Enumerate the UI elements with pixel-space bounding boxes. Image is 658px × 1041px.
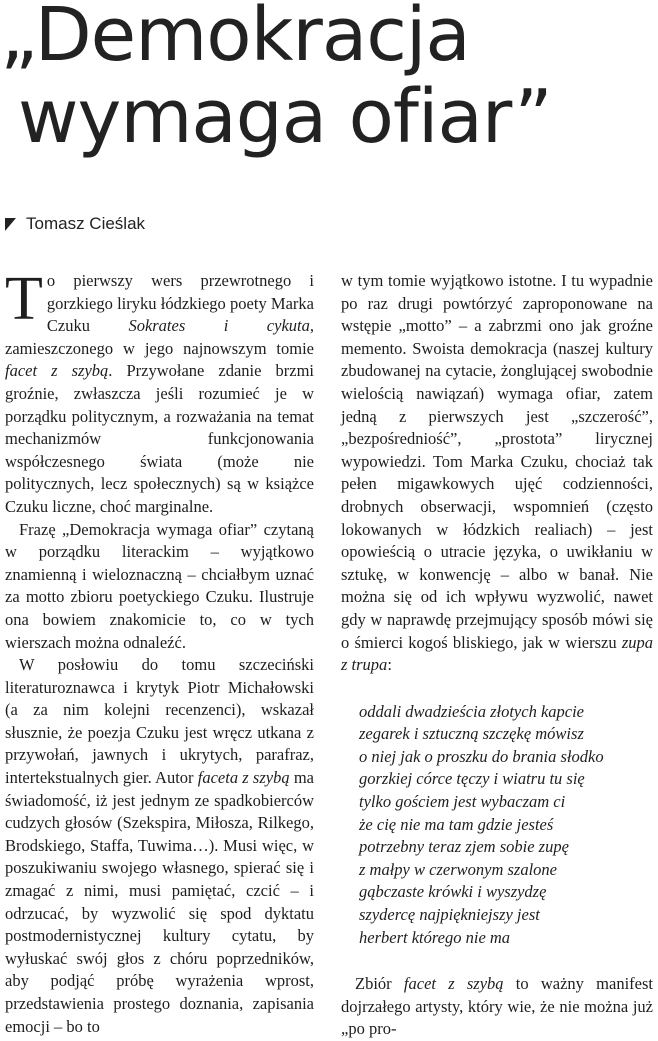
poem-line: o niej jak o proszku do brania słodko bbox=[359, 746, 604, 766]
text-run: to ważny manifest dojrzałego artysty, który wie, że nie można już „po pro- bbox=[341, 974, 653, 1039]
poem-quote bbox=[359, 701, 653, 950]
text-run: : bbox=[387, 655, 392, 675]
triangle-marker-icon bbox=[5, 218, 16, 231]
author-name: Tomasz Cieślak bbox=[26, 214, 146, 233]
paragraph-4 bbox=[341, 270, 653, 677]
article-title bbox=[0, 0, 650, 158]
text-run: . Przywołane zdanie brzmi groźnie, zwłaszcza jeśli rozumieć je w porządku politycznym, a rozważania na temat mechanizmów funkcjonowania współczesnego świata (może nie politycznych, lecz społecznych) są w książce Czuku liczne, choć marginalne. bbox=[5, 361, 314, 516]
book-title: facet z szybą bbox=[5, 361, 109, 381]
book-title: faceta z szybą bbox=[197, 768, 290, 788]
column-left bbox=[5, 265, 314, 1038]
drop-cap: T bbox=[5, 265, 43, 333]
poem-line: z małpy w czerwonym szalone bbox=[359, 859, 557, 879]
poem-line: tylko gościem jest wybaczam ci bbox=[359, 792, 566, 812]
byline bbox=[5, 214, 145, 234]
column-right bbox=[341, 270, 653, 1041]
text-run: w tym tomie wyjątkowo istotne. I tu wypadnie po raz drugi powtórzyć zaproponowane na wstępie „motto” – a zabrzmi ono jak groźne memento. Swoista demokracja (naszej kultury zbudowanej na cytacie, żonglującej swobodnie wielością nawiązań) wymaga ofiar, zatem jedną z pierwszych jest „szczerość”, „bezpośredniość”, „prostota” lirycznej wypowiedzi. Tom Marka Czuku, chociaż tak pełen migawkowych ujęć codzienności, drobnych obserwacji, wspomnień (często lokowanych w łódzkich realiach) – jest opowieścią o utracie języka, o uwikłaniu w sztukę, w konwencję – albo w banał. Nie można się od ich wpływu wyzwolić, nawet gdy w naprawdę przejmujący sposób mówi się o śmierci kogoś bliskiego, jak w wierszu bbox=[341, 271, 653, 652]
poem-line: szydercę najpiękniejszy jest bbox=[359, 905, 540, 925]
book-title: facet z szybą bbox=[403, 974, 504, 994]
title-line-2: wymaga ofiar” bbox=[18, 74, 552, 160]
paragraph-1 bbox=[5, 265, 314, 519]
paragraph-3 bbox=[5, 654, 314, 1038]
poem-title: zupa z trupa bbox=[341, 632, 653, 675]
text-run: W posłowiu do tomu szczeciński literaturoznawca i krytyk Piotr Michałowski (a za nim kolejni recenzenci), wskazał słusznie, że poezja Czuku jest wręcz utkana z przywołań, jawnych i ukrytych, parafraz, intertekstualnych gier. Autor bbox=[5, 655, 314, 788]
poem-line: potrzebny teraz zjem sobie zupę bbox=[359, 837, 569, 857]
poem-line: gąbczaste krówki i wyszydzę bbox=[359, 882, 547, 902]
text-run: ma świadomość, iż jest jednym ze spadkobierców cudzych głosów (Szekspira, Miłosza, Rilkego, Brodskiego, Staffa, Tuwima…). Musi więc, w poszukiwaniu swojego własnego, spierać się i zmagać z nimi, musi pamiętać, czcić – i odrzucać, by wyzwolić się spod dyktatu postmodernistycznej kultury cytatu, by wyłuskać swój głos z chóru poprzedników, aby podjąć próbę wyrażenia wprost, przedstawienia prostego doznania, zapisania emocji – bo to bbox=[5, 768, 314, 1036]
book-title: Sokrates i cykuta bbox=[128, 316, 310, 336]
poem-line: oddali dwadzieścia złotych kapcie bbox=[359, 701, 584, 721]
poem-line: gorzkiej córce tęczy i wiatru tu się bbox=[359, 769, 585, 789]
poem-line: że cię nie ma tam gdzie jesteś bbox=[359, 814, 554, 834]
text-run: , zamieszczonego w jego najnowszym tomie bbox=[5, 316, 314, 358]
paragraph-2: Frazę „Demokracja wymaga ofiar” czytaną w porządku literackim – wyjątkowo znamienną i wieloznaczną – chciałbym uznać za motto zbioru poetyckiego Czuku. Ilustruje ona bowiem znakomicie to, co w tych wierszach można odnaleźć. bbox=[5, 519, 314, 652]
title-line-1: „Demokracja bbox=[0, 0, 470, 78]
poem-line: zegarek i sztuczną szczękę mówisz bbox=[359, 724, 584, 744]
poem-line: herbert którego nie ma bbox=[359, 927, 511, 947]
text-run: o pierwszy wers przewrotnego i gorzkiego liryku łódzkiego poety Marka Czuku bbox=[46, 271, 314, 336]
paragraph-5 bbox=[341, 973, 653, 1041]
text-run: Zbiór bbox=[355, 974, 404, 994]
